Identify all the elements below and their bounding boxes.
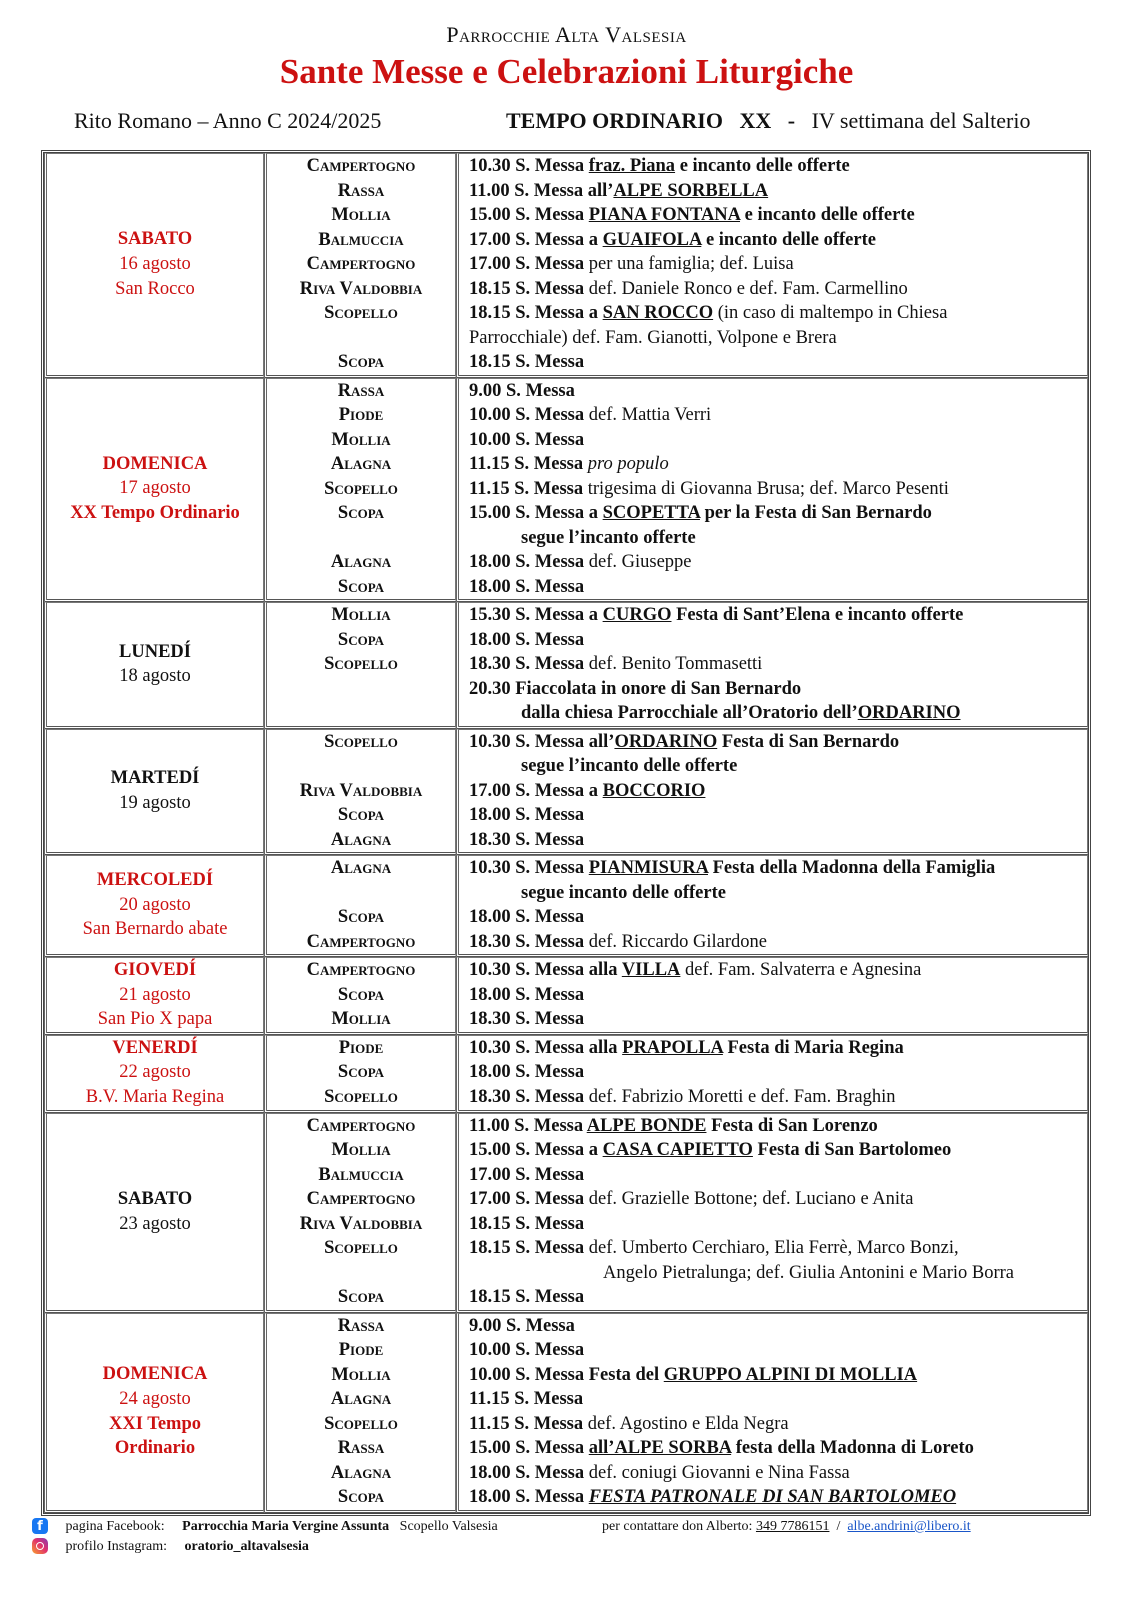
facebook-label: pagina Facebook: (65, 1519, 165, 1534)
location-name: Scopello (324, 654, 398, 674)
event-line: 17.00 S. Messa a BOCCORIO (469, 780, 706, 801)
day-feast: B.V. Maria Regina (85, 1086, 225, 1107)
event-line: 10.30 S. Messa alla VILLA def. Fam. Salvaterra e Agnesina (469, 960, 922, 981)
facebook-place: Scopello Valsesia (399, 1519, 498, 1534)
event-line: 17.00 S. Messa def. Grazielle Bottone; def. Luciano e Anita (469, 1189, 914, 1210)
location-name: Riva Valdobbia (299, 780, 423, 801)
location-name (267, 677, 455, 702)
day-group (44, 378, 1088, 603)
location-name: Scopa (337, 352, 385, 372)
location-name: Piode (338, 1340, 384, 1361)
event-line: 11.15 S. Messa def. Agostino e Elda Negra (469, 1413, 789, 1434)
day-group (44, 855, 1088, 957)
location-name: Riva Valdobbia (299, 1213, 423, 1234)
event-line: 17.00 S. Messa a GUAIFOLA e incanto delle offerte (469, 229, 876, 250)
day-date: 21 agosto (119, 984, 191, 1005)
day-date: 24 agosto (119, 1388, 191, 1409)
day-feast: San Bernardo abate (82, 919, 228, 940)
contact-label: per contattare don Alberto: (602, 1519, 753, 1534)
facebook-page[interactable]: Parrocchia Maria Vergine Assunta (182, 1519, 390, 1534)
event-line: 9.00 S. Messa (469, 1315, 575, 1336)
events-cell (456, 729, 1088, 856)
event-line: 10.30 S. Messa alla PRAPOLLA Festa di Maria Regina (469, 1037, 904, 1058)
event-line: 18.30 S. Messa def. Fabrizio Moretti e def. Fam. Braghin (469, 1086, 896, 1107)
location-name (267, 526, 455, 551)
location-name: Mollia (331, 205, 391, 225)
location-name (267, 881, 455, 906)
day-group (44, 957, 1088, 1035)
event-line: 18.00 S. Messa (469, 629, 585, 650)
event-line: 18.00 S. Messa FESTA PATRONALE DI SAN BARTOLOMEO (469, 1487, 957, 1508)
footer-instagram-row (32, 1537, 1112, 1557)
location-name: Mollia (331, 1009, 391, 1030)
day-cell (44, 153, 264, 378)
location-name: Campertogno (306, 254, 416, 274)
location-name: Mollia (331, 1364, 391, 1385)
day-name: DOMENICA (102, 1364, 208, 1385)
event-line: 18.30 S. Messa def. Benito Tommasetti (469, 654, 763, 674)
location-name: Campertogno (306, 960, 416, 981)
event-line: 18.15 S. Messa def. Daniele Ronco e def. Fam. Carmellino (469, 278, 908, 299)
event-line: Angelo Pietralunga; def. Giulia Antonini e Mario Borra (603, 1262, 1015, 1283)
day-feast: Ordinario (114, 1438, 196, 1459)
events-cell (456, 1113, 1088, 1313)
location-name: Piode (338, 1037, 384, 1058)
contact-info (602, 1517, 971, 1537)
location-name (267, 754, 455, 779)
season-name: TEMPO ORDINARIO XX - (506, 108, 796, 133)
location-cell (264, 378, 456, 603)
location-name: Mollia (331, 1140, 391, 1161)
location-name: Rassa (337, 1438, 385, 1459)
event-line: 17.00 S. Messa (469, 1164, 585, 1185)
location-name: Scopello (324, 303, 398, 323)
events-cell (456, 957, 1088, 1035)
location-name: Scopello (324, 478, 398, 499)
location-name: Alagna (330, 1389, 392, 1410)
event-line: 17.00 S. Messa per una famiglia; def. Luisa (469, 254, 794, 274)
day-name: GIOVEDÍ (113, 960, 197, 980)
event-line: Parrocchiale) def. Fam. Gianotti, Volpone e Brera (469, 327, 837, 348)
location-name (267, 701, 455, 726)
location-name (267, 1261, 455, 1286)
event-line: 18.00 S. Messa (469, 1062, 585, 1083)
location-cell (264, 1113, 456, 1313)
schedule-table (41, 150, 1091, 1516)
event-line: 18.00 S. Messa (469, 984, 585, 1005)
location-name: Scopello (324, 1238, 398, 1259)
event-line: 18.15 S. Messa def. Umberto Cerchiaro, Elia Ferrè, Marco Bonzi, (469, 1238, 959, 1259)
event-line: 11.15 S. Messa pro populo (469, 454, 669, 474)
event-line: 10.00 S. Messa def. Mattia Verri (469, 405, 712, 425)
location-cell (264, 729, 456, 856)
event-line: 10.00 S. Messa (469, 429, 585, 450)
location-name: Campertogno (306, 156, 416, 176)
events-cell (456, 378, 1088, 603)
location-name: Mollia (331, 429, 391, 450)
event-line: 11.00 S. Messa ALPE BONDE Festa di San Lorenzo (469, 1115, 878, 1136)
event-line: 18.30 S. Messa (469, 829, 585, 850)
day-name: LUNEDÍ (119, 641, 191, 662)
event-line: segue incanto delle offerte (521, 882, 726, 903)
location-name: Balmuccia (318, 1164, 404, 1185)
footer-facebook-row (32, 1517, 1112, 1537)
footer (32, 1517, 1112, 1557)
events-cell (456, 602, 1088, 729)
header-org: Parrocchie Alta Valsesia (446, 22, 687, 47)
events-cell (456, 153, 1088, 378)
location-name: Alagna (330, 858, 392, 878)
location-name: Alagna (330, 454, 392, 474)
day-date: 22 agosto (119, 1062, 191, 1083)
event-line: 11.00 S. Messa all’ALPE SORBELLA (469, 180, 769, 201)
day-name: MERCOLEDÍ (96, 870, 214, 891)
event-line: 11.15 S. Messa trigesima di Giovanna Brusa; def. Marco Pesenti (469, 478, 949, 499)
event-line: segue l’incanto offerte (521, 527, 696, 548)
event-line: 10.00 S. Messa Festa del GRUPPO ALPINI DI MOLLIA (469, 1364, 918, 1385)
event-line: segue l’incanto delle offerte (521, 756, 738, 776)
event-line: 18.30 S. Messa (469, 1009, 585, 1030)
event-line: 20.30 Fiaccolata in onore di San Bernardo (469, 678, 802, 699)
day-date: 18 agosto (119, 666, 191, 687)
event-line: 15.00 S. Messa all’ALPE SORBA festa della Madonna di Loreto (469, 1438, 974, 1459)
day-name: DOMENICA (102, 453, 208, 474)
event-line: 18.15 S. Messa (469, 1287, 585, 1308)
event-line: 18.15 S. Messa (469, 352, 585, 372)
event-line: 15.00 S. Messa a SCOPETTA per la Festa di San Bernardo (469, 503, 932, 523)
day-date: 16 agosto (119, 253, 191, 274)
location-name (267, 326, 455, 351)
event-line: 15.30 S. Messa a CURGO Festa di Sant’Elena e incanto offerte (469, 605, 964, 625)
event-line: 18.00 S. Messa (469, 805, 585, 825)
day-name: SABATO (117, 229, 193, 250)
location-name: Rassa (337, 1315, 385, 1336)
day-feast: XX Tempo Ordinario (70, 503, 240, 524)
location-name: Scopa (337, 907, 385, 927)
phone-link[interactable]: 349 7786151 (755, 1519, 830, 1534)
location-name: Balmuccia (318, 229, 404, 250)
event-line: dalla chiesa Parrocchiale all’Oratorio dell’ORDARINO (521, 703, 961, 723)
location-cell (264, 855, 456, 957)
event-line: 18.00 S. Messa (469, 907, 585, 927)
events-cell (456, 1035, 1088, 1113)
day-cell (44, 1035, 264, 1113)
day-cell (44, 1113, 264, 1313)
event-line: 18.30 S. Messa def. Riccardo Gilardone (469, 931, 767, 952)
location-name: Scopello (324, 731, 398, 752)
location-name: Scopa (337, 984, 385, 1005)
event-line: 10.30 S. Messa PIANMISURA Festa della Madonna della Famiglia (469, 858, 996, 878)
event-line: 18.00 S. Messa (469, 576, 585, 597)
page-title: Sante Messe e Celebrazioni Liturgiche (279, 52, 854, 91)
day-date: 23 agosto (119, 1213, 191, 1234)
location-name: Riva Valdobbia (299, 278, 423, 299)
day-group (44, 1313, 1088, 1513)
day-group (44, 602, 1088, 729)
location-name: Campertogno (306, 931, 416, 952)
location-name: Scopello (324, 1086, 398, 1107)
day-cell (44, 729, 264, 856)
location-cell (264, 957, 456, 1035)
day-cell (44, 1313, 264, 1513)
location-name: Alagna (330, 829, 392, 850)
location-name: Scopa (337, 1487, 385, 1508)
location-name: Piode (338, 405, 384, 425)
location-name: Scopa (337, 805, 385, 825)
day-feast: San Rocco (115, 278, 195, 299)
event-line: 10.30 S. Messa fraz. Piana e incanto delle offerte (469, 156, 850, 176)
location-name: Rassa (337, 180, 385, 201)
events-cell (456, 855, 1088, 957)
location-name: Mollia (331, 605, 391, 625)
location-name: Scopa (337, 1062, 385, 1083)
day-cell (44, 378, 264, 603)
event-line: 9.00 S. Messa (469, 380, 575, 401)
day-cell (44, 855, 264, 957)
location-name: Scopa (337, 629, 385, 650)
day-date: 20 agosto (119, 894, 191, 915)
day-name: MARTEDÍ (110, 768, 200, 789)
email-link[interactable]: albe.andrini@libero.it (847, 1519, 971, 1534)
event-line: 11.15 S. Messa (469, 1389, 584, 1410)
instagram-label: profilo Instagram: (65, 1539, 167, 1554)
event-line: 10.30 S. Messa all’ORDARINO Festa di San Bernardo (469, 731, 900, 752)
season-label (506, 108, 1031, 134)
facebook-icon[interactable]: f (32, 1518, 48, 1534)
day-group (44, 153, 1088, 378)
location-cell (264, 1035, 456, 1113)
event-line: 18.15 S. Messa (469, 1213, 585, 1234)
location-name: Scopa (337, 576, 385, 597)
day-group (44, 1113, 1088, 1313)
location-name: Campertogno (306, 1189, 416, 1210)
day-feast: XXI Tempo (108, 1413, 201, 1434)
instagram-handle[interactable]: oratorio_altavalsesia (184, 1539, 309, 1554)
location-name: Scopa (337, 503, 385, 523)
psalter-label: IV settimana del Salterio (811, 108, 1031, 133)
location-name: Scopa (337, 1287, 385, 1308)
location-cell (264, 1313, 456, 1513)
day-group (44, 1035, 1088, 1113)
location-name: Rassa (337, 380, 385, 401)
contact-separator: / (836, 1519, 841, 1534)
event-line: 18.00 S. Messa def. Giuseppe (469, 552, 692, 572)
location-name: Alagna (330, 1462, 392, 1483)
day-name: VENERDÍ (112, 1037, 198, 1058)
location-name: Campertogno (306, 1115, 416, 1136)
day-date: 17 agosto (119, 478, 191, 499)
event-line: 15.00 S. Messa a CASA CAPIETTO Festa di San Bartolomeo (469, 1140, 952, 1161)
day-name: SABATO (117, 1188, 193, 1209)
day-group (44, 729, 1088, 856)
event-line: 10.00 S. Messa (469, 1340, 585, 1361)
day-cell (44, 602, 264, 729)
location-cell (264, 602, 456, 729)
location-name: Alagna (330, 552, 392, 572)
event-line: 18.15 S. Messa a SAN ROCCO (in caso di maltempo in Chiesa (469, 303, 948, 323)
day-feast: San Pio X papa (97, 1009, 213, 1030)
event-line: 15.00 S. Messa PIANA FONTANA e incanto delle offerte (469, 205, 915, 225)
events-cell (456, 1313, 1088, 1513)
rite-label: Rito Romano – Anno C 2024/2025 (74, 108, 382, 133)
day-cell (44, 957, 264, 1035)
event-line: 18.00 S. Messa def. coniugi Giovanni e Nina Fassa (469, 1462, 850, 1483)
location-cell (264, 153, 456, 378)
instagram-icon[interactable] (32, 1538, 48, 1554)
day-date: 19 agosto (119, 792, 191, 813)
location-name: Scopello (324, 1413, 398, 1434)
